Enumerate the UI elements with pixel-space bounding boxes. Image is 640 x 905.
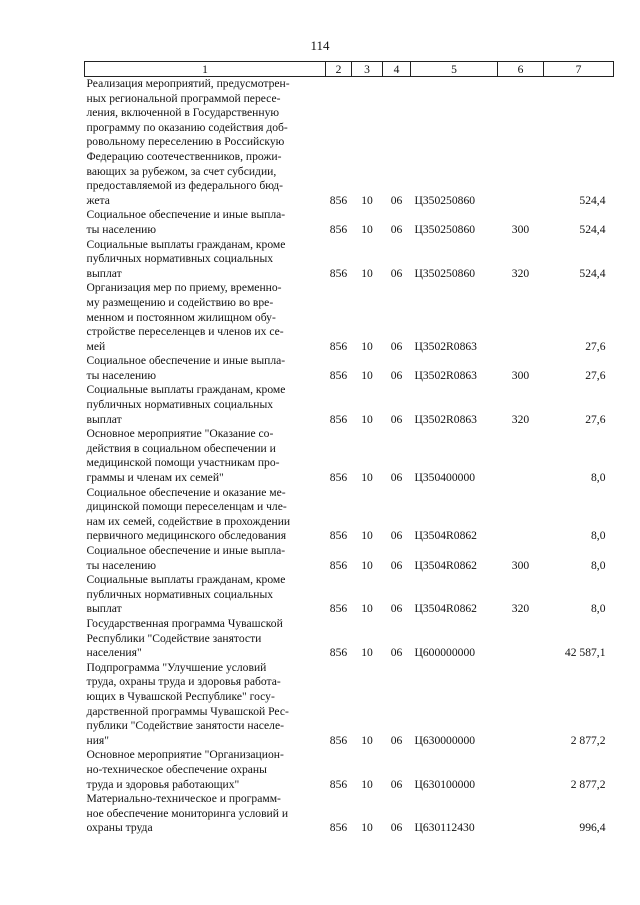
amount: 8,0: [591, 529, 606, 543]
row-name-line: выплат: [86, 412, 122, 426]
expense-type-code: [498, 486, 544, 544]
row-name: [85, 238, 326, 282]
row-name-line: ное обеспечение мониторинга условий и: [86, 806, 289, 820]
subsection-code: 06: [390, 821, 403, 835]
row-name-line: Социальные выплаты гражданам, кроме: [86, 383, 286, 397]
header-col-1: 1: [85, 62, 326, 77]
row-name-line: ющих в Чувашской Республике" госу-: [86, 689, 275, 703]
row-name-line: ты населению: [86, 558, 157, 572]
subsection-code: 06: [390, 558, 403, 572]
subsection-code: 06: [390, 646, 403, 660]
amount: 27,6: [585, 368, 606, 382]
row-name-line: му размещению и содействию во вре-: [86, 295, 274, 309]
subsection-code: 06: [390, 602, 403, 616]
row-name-line: ния": [86, 733, 109, 747]
row-name-line: Организация мер по приему, временно-: [86, 281, 282, 295]
table-row: [85, 238, 614, 282]
target-article-code: Ц3504R0862: [414, 602, 477, 616]
section-code: 10: [361, 368, 373, 382]
expense-type-code: [498, 427, 544, 485]
row-name-line: труда, охраны труда и здоровья работа-: [86, 675, 281, 689]
row-name-line: Социальные выплаты гражданам, кроме: [86, 573, 286, 587]
ministry-code: 856: [329, 222, 348, 236]
subsection-code: 06: [390, 339, 403, 353]
subsection-code: 06: [390, 777, 403, 791]
row-name-line: публичных нормативных социальных: [86, 252, 274, 266]
table-row: [85, 427, 614, 485]
row-name: [85, 748, 326, 792]
ministry-code: 856: [329, 821, 348, 835]
row-name: [85, 354, 326, 383]
expense-type-code: [498, 77, 544, 209]
section-code: 10: [361, 193, 373, 207]
section-code: 10: [361, 821, 373, 835]
expense-type-code: 300: [511, 222, 530, 236]
table-row: [85, 661, 614, 749]
expense-type-code: 320: [511, 602, 530, 616]
target-article-code: Ц3502R0863: [414, 368, 477, 382]
row-name-line: Основное мероприятие "Организацион-: [86, 748, 284, 762]
amount: 27,6: [585, 339, 606, 353]
expense-type-code: 320: [511, 266, 530, 280]
row-name-line: Федерацию соотечественников, прожи-: [86, 149, 282, 163]
row-name: [85, 661, 326, 749]
expense-type-code: [498, 281, 544, 354]
table-row: [85, 77, 614, 209]
target-article-code: Ц350250860: [414, 222, 476, 236]
target-article-code: Ц630000000: [414, 733, 476, 747]
ministry-code: 856: [329, 558, 348, 572]
section-code: 10: [361, 777, 373, 791]
row-name-line: дарственной программы Чувашской Рес-: [86, 704, 289, 718]
amount: 2 877,2: [570, 777, 606, 791]
target-article-code: Ц3502R0863: [414, 412, 477, 426]
subsection-code: 06: [390, 529, 403, 543]
row-name-line: ровольному переселению в Российскую: [86, 135, 285, 149]
row-name-line: публичных нормативных социальных: [86, 587, 274, 601]
amount: 8,0: [591, 558, 606, 572]
table-row: [85, 383, 614, 427]
row-name: [85, 427, 326, 485]
table-row: [85, 544, 614, 573]
row-name-line: ления, включенной в Государственную: [86, 106, 280, 120]
row-name-line: Социальное обеспечение и оказание ме-: [86, 485, 286, 499]
row-name-line: Социальное обеспечение и иные выпла-: [86, 544, 286, 557]
row-name-line: публичных нормативных социальных: [86, 398, 274, 412]
ministry-code: 856: [329, 339, 348, 353]
section-code: 10: [361, 646, 373, 660]
ministry-code: 856: [329, 646, 348, 660]
table-row: [85, 573, 614, 617]
row-name-line: граммы и членам их семей": [86, 471, 224, 485]
amount: 524,4: [579, 193, 606, 207]
row-name-line: Материально-техническое и программ-: [86, 792, 281, 806]
section-code: 10: [361, 471, 373, 485]
table-row: [85, 281, 614, 354]
row-name-line: нам их семей, содействие в прохождении: [86, 514, 291, 528]
row-name-line: труда и здоровья работающих": [86, 777, 240, 791]
table-row: [85, 354, 614, 383]
section-code: 10: [361, 222, 373, 236]
section-code: 10: [361, 339, 373, 353]
amount: 8,0: [591, 602, 606, 616]
amount: 27,6: [585, 412, 606, 426]
ministry-code: 856: [329, 412, 348, 426]
row-name-line: менном и постоянном жилищном обу-: [86, 310, 276, 324]
section-code: 10: [361, 529, 373, 543]
row-name-line: выплат: [86, 602, 122, 616]
row-name-line: жета: [86, 193, 110, 207]
ministry-code: 856: [329, 193, 348, 207]
row-name: [85, 573, 326, 617]
row-name: [85, 792, 326, 836]
table-row: [85, 792, 614, 836]
row-name-line: действия в социальном обеспечении и: [86, 441, 276, 455]
expense-type-code: 320: [511, 412, 530, 426]
ministry-code: 856: [329, 733, 348, 747]
subsection-code: 06: [390, 733, 403, 747]
row-name-line: программу по оказанию содействия доб-: [86, 120, 288, 134]
row-name-line: охраны труда: [86, 821, 153, 835]
subsection-code: 06: [390, 368, 403, 382]
ministry-code: 856: [329, 529, 348, 543]
row-name: [85, 383, 326, 427]
ministry-code: 856: [329, 266, 348, 280]
row-name: [85, 617, 326, 661]
amount: 2 877,2: [570, 733, 606, 747]
section-code: 10: [361, 266, 373, 280]
expense-type-code: 300: [511, 558, 530, 572]
row-name-line: Реализация мероприятий, предусмотрен-: [86, 77, 290, 90]
header-col-6: 6: [498, 62, 544, 77]
row-name-line: ты населению: [86, 222, 157, 236]
budget-table: [84, 61, 614, 836]
ministry-code: 856: [329, 368, 348, 382]
header-col-7: 7: [544, 62, 614, 77]
subsection-code: 06: [390, 412, 403, 426]
header-col-2: 2: [326, 62, 352, 77]
table-row: [85, 486, 614, 544]
row-name-line: Основное мероприятие "Оказание со-: [86, 427, 274, 441]
page-number: 114: [310, 38, 330, 53]
row-name: [85, 208, 326, 237]
expense-type-code: [498, 748, 544, 792]
table-row: [85, 617, 614, 661]
table-row: [85, 748, 614, 792]
amount: 524,4: [579, 266, 606, 280]
target-article-code: Ц630100000: [414, 777, 476, 791]
row-name-line: Социальное обеспечение и иные выпла-: [86, 208, 286, 222]
target-article-code: Ц350250860: [414, 193, 476, 207]
section-code: 10: [361, 602, 373, 616]
row-name: [85, 77, 326, 209]
row-name: [85, 544, 326, 573]
expense-type-code: [498, 617, 544, 661]
amount: 42 587,1: [564, 646, 606, 660]
amount: 8,0: [591, 471, 606, 485]
table-body: [85, 77, 614, 836]
row-name-line: ты населению: [86, 368, 157, 382]
row-name-line: стройстве переселенцев и членов их се-: [86, 325, 284, 339]
section-code: 10: [361, 558, 373, 572]
expense-type-code: [498, 792, 544, 836]
ministry-code: 856: [329, 777, 348, 791]
target-article-code: Ц3504R0862: [414, 558, 477, 572]
target-article-code: Ц350250860: [414, 266, 476, 280]
subsection-code: 06: [390, 222, 403, 236]
row-name-line: Социальные выплаты гражданам, кроме: [86, 237, 286, 251]
row-name-line: мей: [86, 339, 106, 353]
target-article-code: Ц600000000: [414, 646, 476, 660]
row-name-line: Социальное обеспечение и иные выпла-: [86, 354, 286, 368]
row-name-line: первичного медицинского обследования: [86, 529, 287, 543]
row-name: [85, 281, 326, 354]
expense-type-code: 300: [511, 368, 530, 382]
ministry-code: 856: [329, 602, 348, 616]
target-article-code: Ц350400000: [414, 471, 476, 485]
row-name-line: вающих за рубежом, за счет субсидии,: [86, 164, 277, 178]
subsection-code: 06: [390, 266, 403, 280]
table-header-row: [85, 62, 614, 77]
target-article-code: Ц630112430: [414, 821, 475, 835]
target-article-code: Ц3504R0862: [414, 529, 477, 543]
amount: 996,4: [579, 821, 606, 835]
row-name-line: Республики "Содействие занятости: [86, 631, 262, 645]
row-name-line: населения": [86, 646, 142, 660]
header-col-4: 4: [383, 62, 411, 77]
row-name-line: ных региональной программой пересе-: [86, 91, 281, 105]
row-name-line: дицинской помощи переселенцам и чле-: [86, 500, 287, 514]
subsection-code: 06: [390, 471, 403, 485]
section-code: 10: [361, 412, 373, 426]
header-col-5: 5: [411, 62, 498, 77]
row-name-line: публики "Содействие занятости населе-: [86, 719, 284, 733]
row-name-line: медицинской помощи участникам про-: [86, 456, 280, 470]
header-col-3: 3: [352, 62, 383, 77]
section-code: 10: [361, 733, 373, 747]
row-name-line: Государственная программа Чувашской: [86, 616, 283, 630]
row-name-line: выплат: [86, 266, 122, 280]
row-name-line: но-техническое обеспечение охраны: [86, 762, 267, 776]
row-name-line: Подпрограмма "Улучшение условий: [86, 660, 267, 674]
amount: 524,4: [579, 222, 606, 236]
row-name: [85, 486, 326, 544]
ministry-code: 856: [329, 471, 348, 485]
table-row: [85, 208, 614, 237]
target-article-code: Ц3502R0863: [414, 339, 477, 353]
row-name-line: предоставляемой из федерального бюд-: [86, 179, 284, 193]
expense-type-code: [498, 661, 544, 749]
subsection-code: 06: [390, 193, 403, 207]
